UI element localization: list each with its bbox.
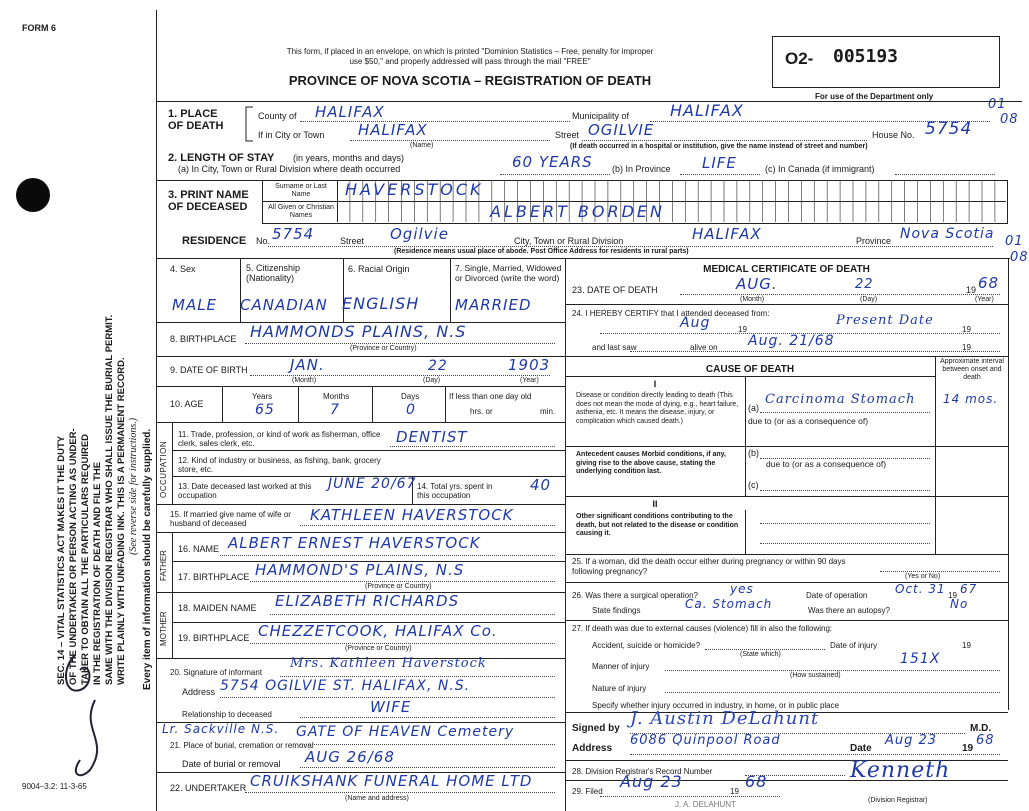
racial-label: 6. Racial Origin [348, 264, 410, 274]
undertaker-label: 22. UNDERTAKER [170, 783, 247, 793]
side-code-4: 08 [1010, 250, 1029, 265]
reg-number: 005193 [833, 46, 899, 67]
stay-a-label: (a) In City, Town or Rural Division where death occurred [178, 164, 401, 174]
cause-b-mark: (b) [748, 448, 759, 458]
father-name-value: ALBERT ERNEST HAVERSTOCK [228, 534, 481, 552]
alive-year-prefix: 19 [962, 343, 971, 352]
street-label: Street [555, 130, 580, 140]
days-label: Days [401, 392, 420, 401]
father-bp-caption: (Province or Country) [365, 583, 432, 590]
sidebar-every-item: Every item of information should be carefully supplied. [142, 428, 153, 690]
given-names-label: All Given or Christian Names [268, 204, 334, 219]
op-year-value: 67 [960, 582, 978, 596]
death-month-caption: (Month) [740, 296, 765, 303]
days-value: 0 [406, 402, 416, 418]
citizenship-label: 5. Citizenship (Nationality) [246, 263, 301, 283]
how-sustained-caption: (How sustained) [790, 672, 841, 679]
dob-day-caption: (Day) [423, 377, 441, 384]
residence-province-label: Province [856, 236, 892, 246]
q28-label: 28. Division Registrar's Record Number [572, 767, 713, 776]
dept-use-caption: For use of the Department only [815, 92, 934, 101]
residence-no-value: 5754 [272, 225, 315, 243]
filed-year-value: 68 [745, 772, 768, 791]
cause-of-death-header: CAUSE OF DEATH [705, 364, 795, 375]
maiden-name-value: ELIZABETH RICHARDS [275, 592, 460, 610]
burial-place-value: GATE OF HEAVEN Cemetery [296, 724, 515, 740]
residence-note: (Residence means usual place of abode. Post Office Address for residents in rural parts) [394, 248, 689, 255]
registration-number-box [772, 36, 1000, 88]
house-value: 5754 [925, 119, 973, 139]
other-conditions-caption: Other significant conditions contributing to the death, but not related to the disease or condition causing it. [576, 513, 739, 537]
mother-birthplace-value: CHEZZETCOOK, HALIFAX Co. [258, 622, 498, 640]
municipality-label: Municipality of [572, 111, 630, 121]
physician-signature: J. Austin DeLahunt [630, 708, 820, 729]
informant-address-label: Address [182, 687, 216, 697]
mail-notice-1: This form, if placed in an envelope, on which is printed "Dominion Statistics – Free, penalty for improper [286, 47, 654, 56]
min-label: min. [540, 407, 556, 416]
surname-label: Surname or Last Name [275, 183, 327, 198]
sidebar-line-7: (See reverse side for instructions.) [128, 417, 139, 555]
father-birthplace-label: 17. BIRTHPLACE [178, 572, 250, 582]
racial-value: ENGLISH [342, 294, 420, 313]
death-year-prefix: 19 [966, 285, 977, 295]
burial-place-label: 21. Place of burial, cremation or removal [170, 741, 314, 750]
side-code-2: 08 [1000, 112, 1019, 127]
injury-date-label: Date of injury [830, 641, 878, 650]
physician-address-value: 6086 Quinpool Road [630, 733, 781, 748]
side-code-1: 01 [988, 97, 1007, 112]
right-border [1008, 258, 1009, 710]
sidebar-line-2: OF THE UNDERTAKER OR PERSON ACTING AS UNDER- [68, 428, 79, 685]
death-month: AUG. [736, 275, 778, 293]
citizenship-value: CANADIAN [240, 296, 328, 314]
q11-value: DENTIST [396, 428, 468, 446]
due-to-a: due to (or as a consequence of) [748, 416, 869, 426]
interval-a-value: 14 mos. [943, 392, 999, 406]
burial-extra-value: Lr. Sackville N.S. [162, 722, 280, 736]
occupation-side-label: OCCUPATION [159, 440, 168, 498]
left-border [156, 10, 157, 811]
physician-date-value: Aug 23 [885, 733, 938, 748]
hospital-note: (If death occurred in a hospital or institution, give the name instead of street and number) [570, 143, 868, 150]
op-year-prefix: 19 [948, 591, 957, 600]
alive-on-label: alive on [690, 343, 718, 352]
accident-label: Accident, suicide or homicide? [592, 641, 701, 650]
maiden-name-label: 18. MAIDEN NAME [178, 603, 257, 613]
injury-year-prefix: 19 [962, 641, 971, 650]
stay-b-label: (b) In Province [612, 164, 671, 174]
length-of-stay-label: 2. LENGTH OF STAY [168, 152, 275, 164]
to-year-prefix: 19 [962, 325, 971, 334]
autopsy-value: No [950, 597, 969, 611]
residence-city-value: HALIFAX [692, 225, 762, 243]
residence-street-value: Ogilvie [390, 225, 449, 243]
physician-year-prefix: 19 [962, 743, 974, 754]
last-saw-label: and last saw [592, 343, 637, 352]
sidebar-line-6: WRITE PLAINLY WITH UNFADING INK. THIS IS A PERMANENT RECORD. [116, 357, 127, 685]
registrar-signature: Kenneth [850, 758, 951, 783]
physician-date-label: Date [850, 743, 872, 754]
house-label: House No. [872, 130, 915, 140]
stay-a-value: 60 YEARS [512, 153, 593, 171]
page-title: PROVINCE OF NOVA SCOTIA – REGISTRATION OF DEATH [288, 73, 652, 88]
side-code-3: 01 [1005, 234, 1024, 249]
md-label: M.D. [970, 723, 992, 734]
filed-year-prefix: 19 [730, 787, 739, 796]
city-label: If in City or Town [258, 130, 325, 140]
birthplace-value: HAMMONDS PLAINS, N.S [250, 322, 467, 341]
date-of-death-label: 23. DATE OF DEATH [572, 285, 658, 295]
municipality-value: HALIFAX [670, 101, 744, 120]
physician-year-value: 68 [976, 733, 995, 748]
immediate-cause-caption: Disease or condition directly leading to death (This does not mean the mode of dying, e.g., heart failure, asthenia, etc. It means the disease, injury, or complication which caused death.) [576, 392, 739, 425]
yes-no-caption: (Yes or No) [905, 573, 941, 580]
relationship-label: Relationship to deceased [182, 710, 272, 719]
q24-label: 24. I HEREBY CERTIFY that I attended deceased from: [572, 309, 770, 318]
father-side-label: FATHER [159, 550, 168, 581]
burial-date-value: AUG 26/68 [305, 748, 395, 766]
county-value: HALIFAX [315, 103, 385, 121]
relationship-value: WIFE [370, 698, 412, 716]
q14-label: 14. Total yrs. spent in this occupation [417, 482, 493, 500]
dob-day: 22 [428, 358, 448, 374]
informant-sig-value: Mrs. Kathleen Haverstock [290, 656, 487, 671]
father-name-label: 16. NAME [178, 544, 220, 554]
stay-b-value: LIFE [702, 154, 737, 172]
autopsy-label: Was there an autopsy? [808, 606, 890, 615]
death-year-caption: (Year) [975, 296, 994, 303]
city-value: HALIFAX [358, 121, 428, 139]
place-of-death-label: 1. PLACE OF DEATH [168, 108, 224, 132]
length-of-stay-sub: (in years, months and days) [293, 153, 405, 163]
punch-hole [16, 178, 50, 212]
surgery-value: yes [730, 582, 754, 596]
op-date-value: Oct. 31 [895, 582, 946, 596]
op-date-label: Date of operation [806, 591, 868, 600]
months-value: 7 [330, 402, 340, 418]
residence-label: RESIDENCE [182, 235, 247, 247]
marital-value: MARRIED [455, 296, 532, 314]
form-code: 9004–3.2: 11-3-65 [22, 782, 87, 791]
years-label: Years [252, 392, 273, 401]
death-day: 22 [855, 277, 874, 292]
dob-month-caption: (Month) [292, 377, 317, 384]
marital-label: 7. Single, Married, Widowed or Divorced (write the word) [455, 263, 562, 283]
clerk-initials-mark [50, 630, 120, 790]
top-rule [156, 101, 1022, 102]
q13-value: JUNE 20/67 [328, 476, 417, 492]
nature-label: Nature of injury [592, 684, 647, 693]
filed-value: Aug 23 [620, 772, 683, 791]
part-one-label: I [653, 379, 657, 389]
due-to-b: due to (or as a consequence of) [766, 459, 887, 469]
sidebar-line-1: SEC. 14 – VITAL STATISTICS ACT MAKES IT THE DUTY [56, 435, 67, 685]
sex-label: 4. Sex [170, 264, 196, 274]
sex-value: MALE [172, 296, 218, 314]
mother-birthplace-label: 19. BIRTHPLACE [178, 633, 250, 643]
mother-side-label: MOTHER [159, 611, 168, 646]
dob-year: 1903 [508, 356, 551, 374]
manner-value: 151X [900, 651, 941, 667]
antecedent-caption: Antecedent causes Morbid conditions, if any, giving rise to the above cause, stating the underlying condition last. [576, 451, 727, 475]
from-year-prefix: 19 [738, 325, 747, 334]
residence-no-label: No. [256, 236, 271, 246]
birthplace-caption: (Province or Country) [350, 345, 417, 352]
registrar-caption: (Division Registrar) [868, 797, 928, 804]
findings-value: Ca. Stomach [685, 597, 773, 611]
dob-year-caption: (Year) [520, 377, 539, 384]
informant-sig-label: 20. Signature of informant [170, 668, 263, 677]
mother-bp-caption: (Province or Country) [345, 645, 412, 652]
q12-label: 12. Kind of industry or business, as fishing, bank, grocery store, etc. [178, 456, 381, 474]
signed-by-label: Signed by [572, 723, 620, 734]
attended-to: Present Date [836, 313, 934, 328]
cause-a-value: Carcinoma Stomach [765, 392, 916, 407]
given-names-value: ALBERT BORDEN [490, 202, 666, 221]
death-year: 68 [978, 274, 1000, 292]
name-caption: (Name) [410, 142, 434, 149]
hrs-label: hrs. or [470, 407, 493, 416]
birthplace-label: 8. BIRTHPLACE [170, 334, 237, 344]
father-birthplace-value: HAMMOND'S PLAINS, N.S [255, 561, 465, 579]
county-label: County of [258, 111, 297, 121]
part-two-label: II [652, 499, 658, 509]
manner-label: Manner of injury [592, 662, 650, 671]
surname-value: HAVERSTOCK [345, 180, 484, 199]
mail-notice-2: use $50," and properly addressed will pass through the mail "FREE" [349, 57, 591, 66]
q29-label: 29. Filed [572, 787, 603, 796]
dob-month: JAN. [290, 356, 325, 374]
burial-date-label: Date of burial or removal [182, 759, 281, 769]
place-bracket [244, 106, 254, 142]
sidebar-line-4: IN THE REGISTRATION OF DEATH AND FILE THE [92, 461, 103, 685]
years-value: 65 [255, 402, 275, 418]
interval-header: Approximate interval between onset and death [940, 358, 1004, 381]
undertaker-value: CRUIKSHANK FUNERAL HOME LTD [250, 772, 533, 790]
informant-address-value: 5754 OGILVIE ST. HALIFAX, N.S. [220, 678, 471, 694]
street-value: OGILVIE [588, 121, 655, 139]
form-number: FORM 6 [22, 23, 57, 33]
reg-prefix: O2- [785, 49, 814, 68]
physician-stamp: J. A. DELAHUNT [675, 800, 736, 809]
findings-label: State findings [592, 606, 641, 615]
q27-label: 27. If death was due to external causes (violence) fill in also the following: [572, 624, 833, 633]
death-day-caption: (Day) [860, 296, 878, 303]
q13-label: 13. Date deceased last worked at this occupation [178, 482, 312, 500]
physician-address-label: Address [572, 743, 613, 754]
residence-city-label: City, Town or Rural Division [514, 236, 624, 246]
print-name-label: 3. PRINT NAME OF DECEASED [168, 189, 249, 213]
sidebar-line-3: TAKER TO OBTAIN ALL THE PARTICULARS REQUIRED [80, 433, 91, 685]
center-divider [565, 258, 566, 811]
age-label: 10. AGE [170, 399, 204, 409]
cause-c-mark: (c) [748, 480, 759, 490]
medical-certificate-header: MEDICAL CERTIFICATE OF DEATH [703, 264, 870, 275]
months-label: Months [323, 392, 350, 401]
q15-label: 15. If married give name of wife or husband of deceased [170, 510, 291, 528]
less-than-day-label: If less than one day old [449, 392, 532, 401]
sidebar-line-5: SAME WITH THE DIVISION REGISTRAR WHO SHALL ISSUE THE BURIAL PERMIT. [104, 314, 115, 685]
residence-province-value: Nova Scotia [900, 226, 995, 242]
q25-label: 25. If a woman, did the death occur either during pregnancy or within 90 days following pregnancy? [572, 557, 846, 576]
q14-value: 40 [530, 476, 552, 494]
cause-a-mark: (a) [748, 403, 759, 413]
state-which-caption: (State which) [740, 651, 781, 658]
alive-on-value: Aug. 21/68 [748, 333, 835, 349]
attended-from: Aug [680, 315, 711, 331]
stay-c-label: (c) In Canada (if immigrant) [765, 164, 875, 174]
residence-street-label: Street [340, 236, 365, 246]
undertaker-caption: (Name and address) [345, 795, 409, 802]
q26-label: 26. Was there a surgical operation? [572, 591, 698, 600]
dob-label: 9. DATE OF BIRTH [170, 365, 248, 375]
spouse-value: KATHLEEN HAVERSTOCK [310, 506, 514, 524]
q11-label: 11. Trade, profession, or kind of work as fisherman, office clerk, sales clerk, etc. [178, 430, 381, 448]
specify-label: Specify whether injury occurred in industry, in home, or in public place [592, 701, 840, 710]
